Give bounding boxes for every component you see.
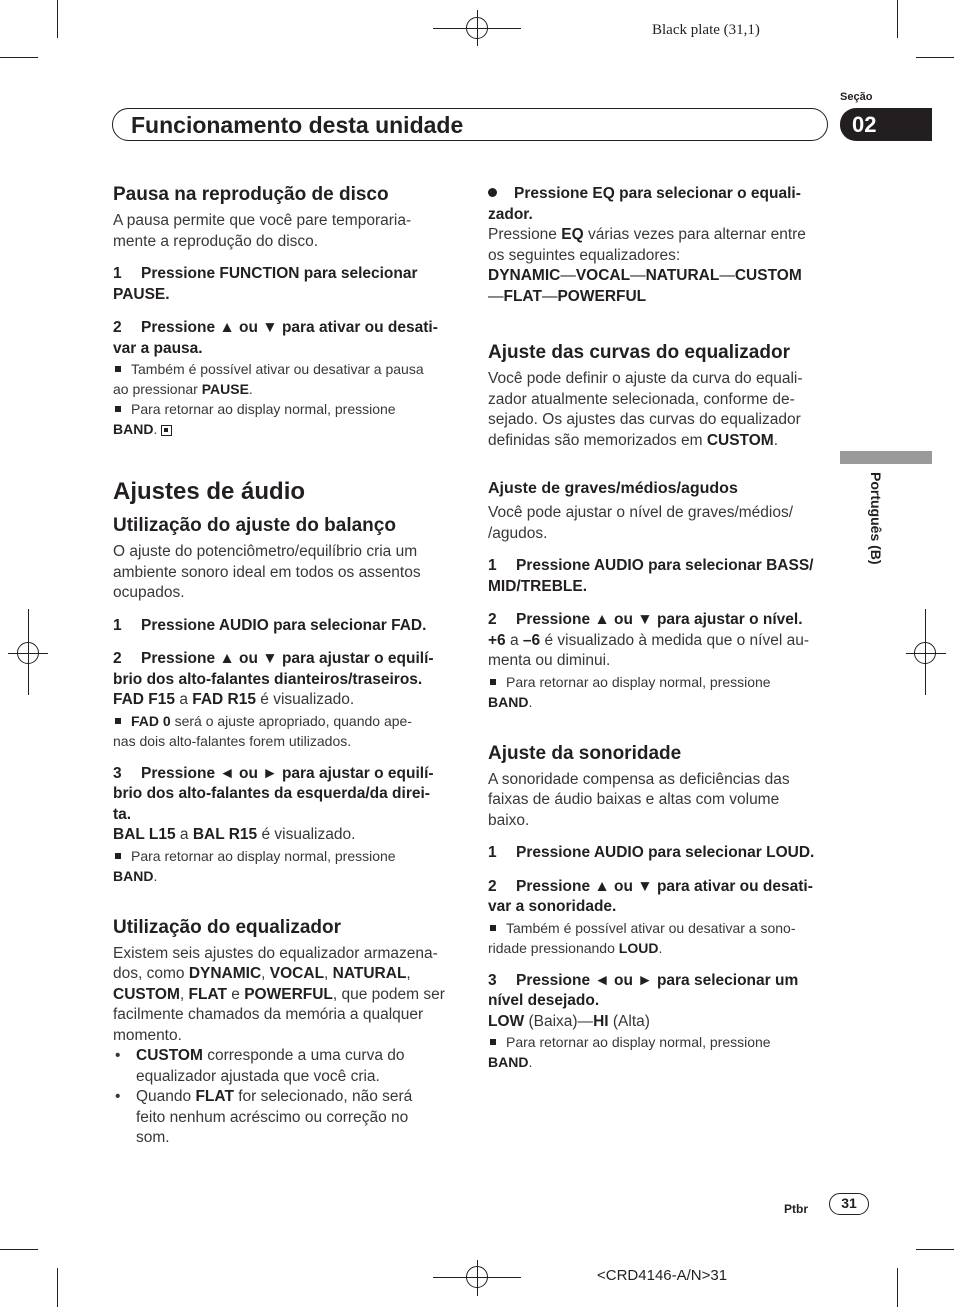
note: Para retornar ao display normal, pressione BAND. — [488, 1034, 771, 1070]
subsection-heading: Utilização do ajuste do balanço — [113, 515, 396, 536]
step-1: 1 Pressione AUDIO para selecionar FAD. — [113, 616, 427, 634]
text: Existem seis ajustes do equalizador armazena- dos, como — [113, 944, 438, 982]
page-number: 31 — [829, 1193, 869, 1215]
subsection-heading: Utilização do equalizador — [113, 916, 342, 938]
step-1: 1 Pressione FUNCTION para selecionar PAUSE. — [113, 265, 418, 303]
left-column — [113, 183, 463, 1149]
text: a — [175, 691, 193, 708]
step-text: Pressione AUDIO para selecionar FAD. — [141, 616, 427, 634]
text: a — [175, 826, 193, 843]
text: (Baixa)— — [524, 1012, 594, 1030]
step-text: Pressione ◄ ou ► para ajustar o equilí- brio dos alto-falantes da esquerda/da direi- ta. — [113, 764, 434, 823]
crop-mark — [916, 57, 954, 58]
crop-mark — [57, 0, 58, 38]
step-2: 2 Pressione ▲ ou ▼ para ativar ou desati- var a sonoridade. — [488, 877, 813, 915]
step-2: 2 Pressione ▲ ou ▼ para ativar ou desati- var a pausa. — [113, 319, 438, 357]
subsection-heading: Ajuste de graves/médios/agudos — [488, 480, 738, 497]
dash: — — [488, 287, 504, 305]
step-text: Pressione AUDIO para selecionar LOUD. — [516, 844, 815, 861]
text: Pressione — [488, 226, 562, 243]
right-column — [488, 184, 833, 1072]
note — [113, 711, 463, 751]
crop-mark — [0, 1249, 38, 1250]
note-bold: BAND — [488, 1054, 529, 1070]
note: Também é possível ativar ou desativar a pausa ao pressionar PAUSE. — [113, 361, 424, 397]
paragraph: Você pode definir o ajuste da curva do equali- zador atualmente selecionada, conforme de- sejado. Os ajustes das curvas do equalizador definidas são memorizados em CUSTOM. — [488, 370, 803, 449]
paragraph — [113, 825, 463, 846]
text: for selecionado, não será feito nenhum acréscimo ou correção no som. — [136, 1088, 413, 1146]
text: é visualizado. — [257, 826, 356, 843]
note: Para retornar ao display normal, pressione BAND. — [488, 673, 771, 710]
section-label: Seção — [840, 91, 873, 103]
value-bold: BAL R15 — [192, 826, 258, 843]
eq-value: POWERFUL — [557, 287, 647, 305]
registration-circle — [466, 17, 488, 39]
plate-label: Black plate (31,1) — [652, 22, 760, 38]
step-text: Pressione ◄ ou ► para selecionar um nível desejado. — [488, 971, 799, 1009]
paragraph: A pausa permite que você pare temporaria- mente a reprodução do disco. — [113, 212, 412, 250]
note-bold: BAND — [488, 693, 529, 710]
text: (Alta) — [608, 1012, 650, 1030]
paragraph: Existem seis ajustes do equalizador armazena- dos, como DYNAMIC, VOCAL, NATURAL, CUSTOM, FLAT e POWERFUL, que podem ser facilmente chamados da memória a qualquer momento. — [113, 944, 445, 1044]
step-2: 2 Pressione ▲ ou ▼ para ajustar o nível. — [488, 611, 803, 628]
list-item — [113, 1087, 463, 1149]
step-3: 3 Pressione ◄ ou ► para ajustar o equilí- brio dos alto-falantes da esquerda/da direi- ta. — [113, 764, 434, 823]
value-bold: FLAT — [188, 985, 227, 1003]
registration-circle — [17, 642, 39, 664]
dash: — — [560, 267, 576, 284]
step-2: 2 Pressione ▲ ou ▼ para ajustar o equilí- brio dos alto-falantes dianteiros/traseiros. — [113, 650, 434, 688]
text: várias vezes para alternar entre os seguintes equalizadores: — [488, 226, 806, 264]
subsection-heading: Ajuste das curvas do equalizador — [488, 342, 790, 363]
paragraph — [488, 225, 833, 266]
note-text: Para retornar ao display normal, pressione — [506, 673, 771, 690]
step-text: Pressione ▲ ou ▼ para ativar ou desati- var a sonoridade. — [488, 877, 813, 915]
note: Para retornar ao display normal, pressione BAND. — [113, 401, 396, 437]
note-text: Para retornar ao display normal, pressione — [131, 401, 396, 417]
dash: — — [630, 267, 646, 284]
text: corresponde a uma curva do equalizador ajustada que você cria. — [136, 1047, 405, 1085]
value-bold: HI — [593, 1012, 609, 1030]
paragraph — [488, 1012, 833, 1033]
step — [488, 184, 833, 225]
paragraph: A sonoridade compensa as deficiências das faixas de áudio baixas e altas com volume baixo. — [488, 770, 790, 829]
step-text: Pressione ▲ ou ▼ para ativar ou desati- var a pausa. — [113, 319, 438, 357]
step-3: 3 Pressione ◄ ou ► para selecionar um nível desejado. — [488, 971, 799, 1009]
paragraph: Você pode ajustar o nível de graves/médios/ /agudos. — [488, 504, 794, 542]
language-code: Ptbr — [784, 1202, 808, 1216]
registration-circle — [466, 1266, 488, 1288]
text: Você pode definir o ajuste da curva do equali- zador atualmente selecionada, conforme de- sejado. Os ajustes das curvas do equalizador definidas são memorizados em — [488, 370, 803, 449]
step-text: Pressione EQ para selecionar o equali- zador. — [488, 185, 801, 223]
paragraph — [113, 690, 463, 711]
step-text: Pressione ▲ ou ▼ para ajustar o equilí- brio dos alto-falantes dianteiros/traseiros. — [113, 650, 434, 688]
paragraph: O ajuste do potenciômetro/equilíbrio cria um ambiente sonoro ideal em todos os assentos ocupados. — [113, 543, 421, 601]
value-bold: CUSTOM — [706, 431, 774, 449]
step-1: 1 Pressione AUDIO para selecionar BASS/ MID/TREBLE. — [488, 557, 814, 595]
crop-mark — [0, 57, 38, 58]
value-bold: FAD R15 — [192, 691, 256, 708]
paragraph — [488, 631, 833, 672]
crop-mark — [897, 0, 898, 38]
value-bold: CUSTOM — [113, 985, 180, 1003]
language-tab: Português (B) — [868, 472, 884, 565]
equalizer-sequence — [488, 266, 833, 307]
language-tab-bar — [840, 451, 932, 464]
step-text: Pressione AUDIO para selecionar BASS/ MID/TREBLE. — [488, 557, 814, 595]
eq-value: NATURAL — [645, 267, 720, 284]
note: Para retornar ao display normal, pressione BAND. — [113, 847, 396, 884]
registration-circle — [914, 642, 936, 664]
value-bold: DYNAMIC — [188, 965, 262, 982]
list-item — [113, 1046, 463, 1087]
value-bold: NATURAL — [332, 965, 407, 982]
step-text: Pressione FUNCTION para selecionar PAUSE. — [113, 265, 418, 303]
text: , que podem ser facilmente chamados da memória a qualquer momento. — [113, 985, 445, 1044]
value-bold: FAD F15 — [113, 691, 176, 708]
subsection-heading: Ajuste da sonoridade — [488, 742, 682, 764]
value-bold: CUSTOM — [136, 1047, 203, 1064]
dash: — — [719, 267, 735, 284]
value-bold: LOW — [488, 1012, 525, 1030]
note-text: será o ajuste apropriado, quando ape- nas dois alto-falantes forem utilizados. — [113, 712, 412, 749]
crop-mark — [897, 1268, 898, 1307]
section-number: 02 — [840, 108, 932, 141]
value-bold: POWERFUL — [244, 985, 333, 1003]
text: a — [505, 631, 523, 649]
crop-mark — [916, 1249, 954, 1250]
note-text: Para retornar ao display normal, pressione — [131, 847, 396, 864]
section-heading: Ajustes de áudio — [113, 478, 306, 505]
value-bold: +6 — [488, 631, 506, 649]
note-bold: BAND — [113, 421, 154, 437]
bullet-dot-icon — [488, 188, 497, 197]
dash: — — [541, 287, 558, 305]
value-bold: BAL L15 — [113, 826, 176, 843]
value-bold: EQ — [561, 226, 584, 243]
eq-value: VOCAL — [575, 267, 631, 284]
note-bold: FAD 0 — [131, 712, 171, 729]
eq-value: DYNAMIC — [488, 267, 561, 284]
note-text: Para retornar ao display normal, pressione — [506, 1034, 771, 1050]
note-text: Também é possível ativar ou desativar a sono- ridade pressionando — [488, 919, 796, 956]
crop-mark — [57, 1268, 58, 1307]
step-1: 1 Pressione AUDIO para selecionar LOUD. — [488, 844, 815, 861]
section-heading: Pausa na reprodução de disco — [113, 184, 389, 205]
page-title: Funcionamento desta unidade — [131, 112, 464, 138]
text: é visualizado. — [256, 691, 355, 708]
eq-value: FLAT — [503, 287, 542, 305]
value-bold: FLAT — [195, 1088, 234, 1105]
note-bold: LOUD — [618, 939, 659, 956]
note-text: Também é possível ativar ou desativar a pausa ao pressionar — [113, 361, 424, 397]
eq-value: CUSTOM — [734, 267, 802, 284]
note: Também é possível ativar ou desativar a sono- ridade pressionando LOUD. — [488, 919, 796, 956]
note-bold: BAND — [113, 867, 154, 884]
document-code: <CRD4146-A/N>31 — [597, 1267, 728, 1284]
text: é visualizado à medida que o nível au- menta ou diminui. — [488, 631, 810, 669]
text: Quando — [136, 1088, 196, 1105]
note-bold: PAUSE — [201, 381, 249, 397]
text: e — [226, 985, 245, 1003]
value-bold: VOCAL — [269, 965, 325, 982]
end-mark-icon — [161, 425, 172, 436]
value-bold: –6 — [522, 631, 541, 649]
step-text: Pressione ▲ ou ▼ para ajustar o nível. — [516, 611, 803, 628]
